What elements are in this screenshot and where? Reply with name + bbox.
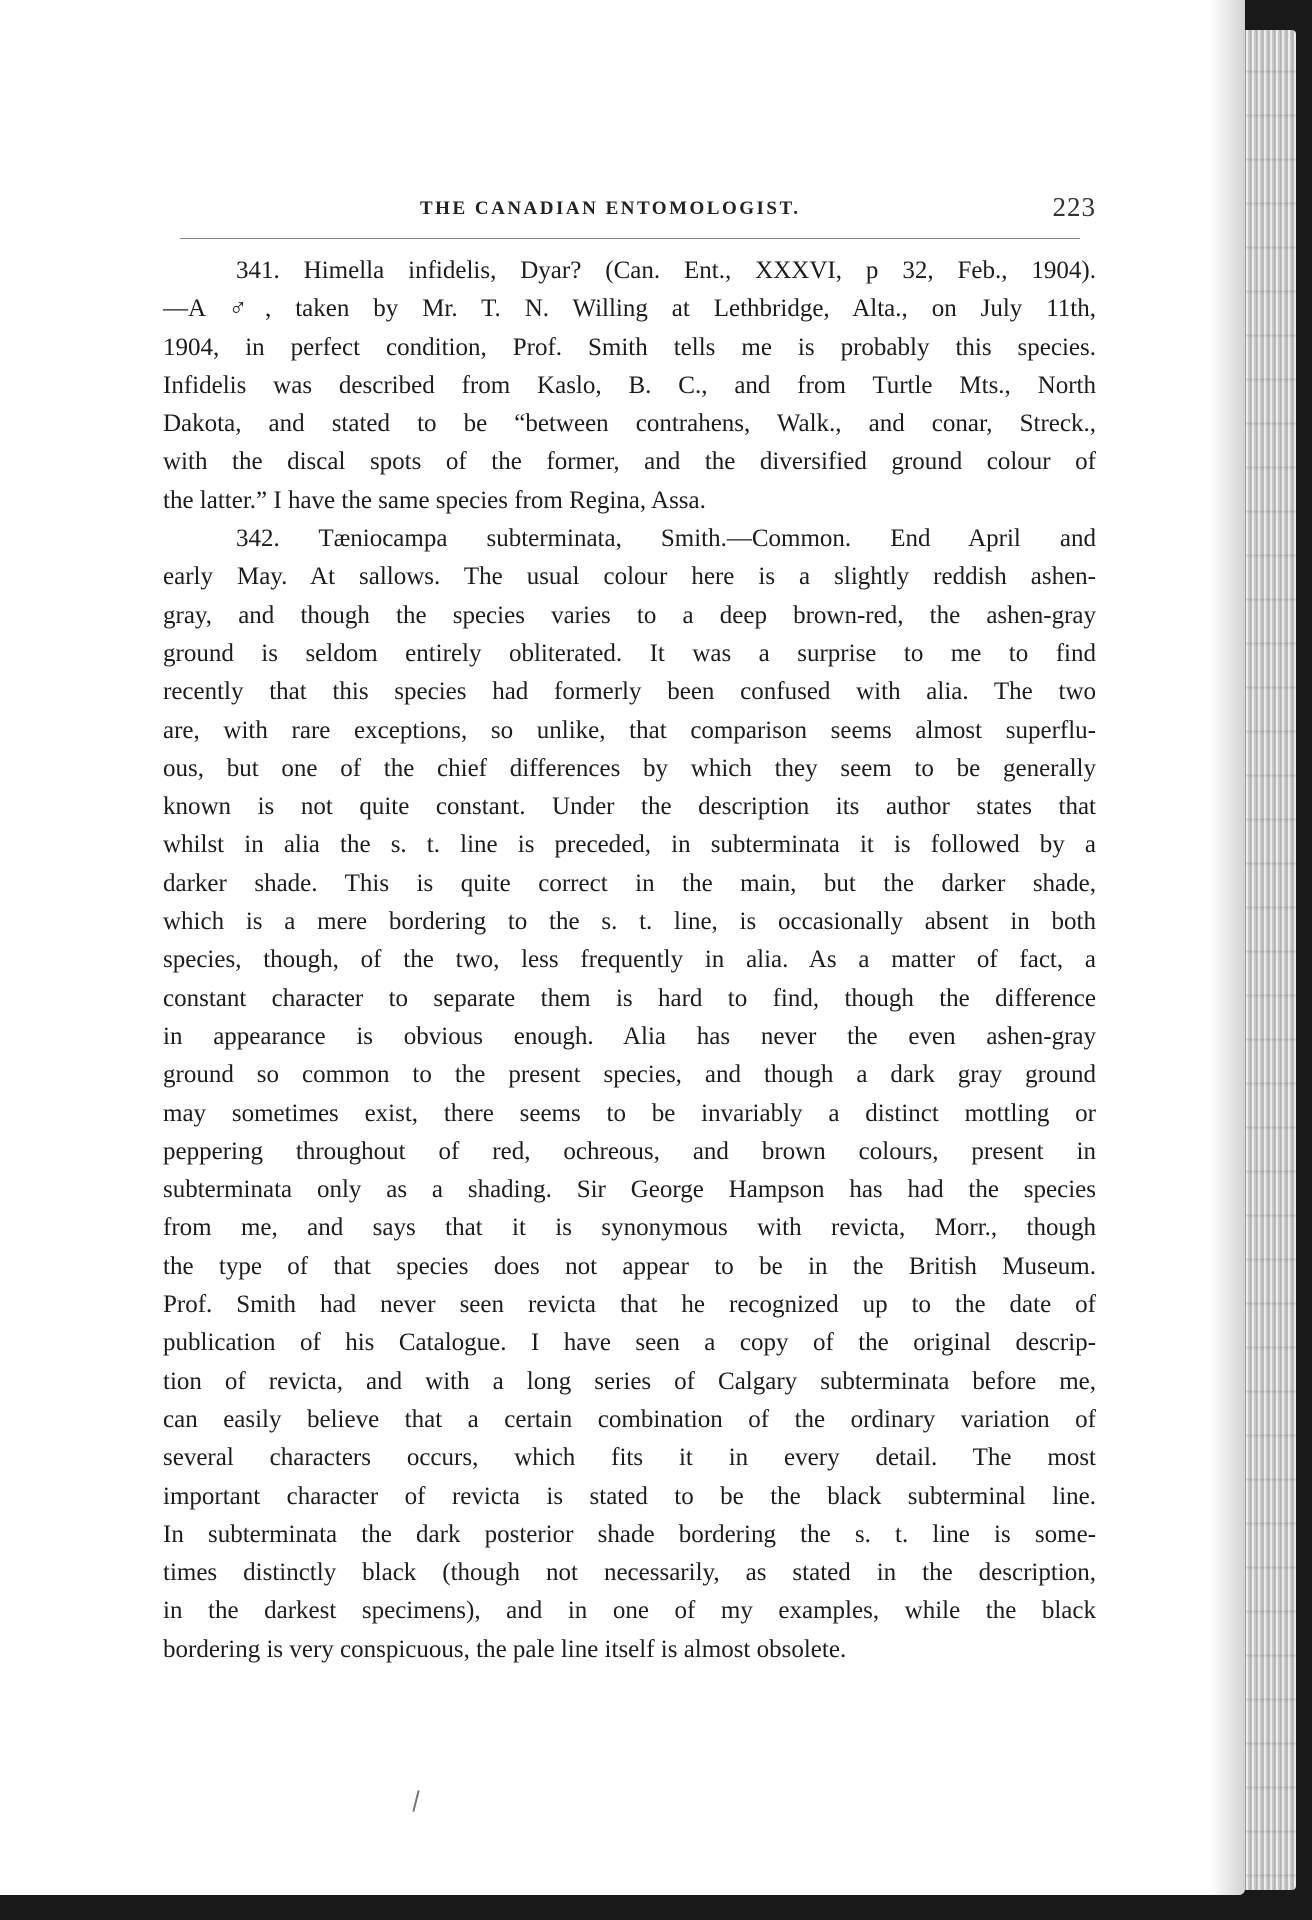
body-text: [163, 252, 1096, 1669]
text-line: 341. Himella infidelis, Dyar? (Can. Ent., XXXVI, p 32, Feb., 1904).: [236, 257, 1096, 284]
text-line: are, with rare exceptions, so unlike, that comparison seems almost superflu-: [163, 716, 1096, 744]
paragraph-341: [163, 252, 1096, 520]
text-line: known is not quite constant. Under the description its author states that: [163, 793, 1096, 821]
text-line: ground is seldom entirely obliterated. It was a surprise to me to find: [163, 639, 1096, 667]
text-line: from me, and says that it is synonymous with revicta, Morr., though: [163, 1214, 1096, 1242]
text-line: early May. At sallows. The usual colour here is a slightly reddish ashen-: [163, 563, 1096, 591]
text-line: may sometimes exist, there seems to be invariably a distinct mottling or: [163, 1099, 1096, 1127]
text-line: in the darkest specimens), and in one of my examples, while the black: [163, 1597, 1096, 1625]
text-line: darker shade. This is quite correct in the main, but the darker shade,: [163, 869, 1096, 897]
text-line: species, though, of the two, less frequently in alia. As a matter of fact, a: [163, 946, 1096, 974]
text-line: whilst in alia the s. t. line is preceded, in subterminata it is followed by a: [163, 831, 1096, 859]
running-head: [180, 192, 1100, 232]
text-line: with the discal spots of the former, and the diversified ground colour of: [163, 448, 1096, 476]
text-line: subterminata only as a shading. Sir George Hampson has had the species: [163, 1176, 1096, 1204]
text-line: publication of his Catalogue. I have seen a copy of the original descrip-: [163, 1329, 1096, 1357]
text-line: gray, and though the species varies to a deep brown-red, the ashen-gray: [163, 601, 1096, 629]
text-line: Dakota, and stated to be “between contrahens, Walk., and conar, Streck.,: [163, 410, 1096, 438]
page-edges: [1240, 30, 1296, 1890]
text-line: —A ♂, taken by Mr. T. N. Willing at Lethbridge, Alta., on July 11th,: [163, 295, 1096, 323]
binding-shadow: [1210, 0, 1246, 1895]
text-line: 1904, in perfect condition, Prof. Smith tells me is probably this species.: [163, 333, 1096, 361]
text-line: the type of that species does not appear to be in the British Museum.: [163, 1252, 1096, 1280]
text-line: Prof. Smith had never seen revicta that he recognized up to the date of: [163, 1291, 1096, 1319]
text-line: ous, but one of the chief differences by which they seem to be generally: [163, 754, 1096, 782]
text-line: important character of revicta is stated to be the black subterminal line.: [163, 1482, 1096, 1510]
text-line: in appearance is obvious enough. Alia has never the even ashen-gray: [163, 1022, 1096, 1050]
text-line: the latter.” I have the same species from Regina, Assa.: [163, 486, 706, 514]
text-line: bordering is very conspicuous, the pale line itself is almost obsolete.: [163, 1635, 847, 1663]
text-line: In subterminata the dark posterior shade bordering the s. t. line is some-: [163, 1520, 1096, 1548]
text-line: times distinctly black (though not necessarily, as stated in the description,: [163, 1559, 1096, 1587]
text-line: several characters occurs, which fits it in every detail. The most: [163, 1444, 1096, 1472]
text-line: recently that this species had formerly been confused with alia. The two: [163, 678, 1096, 706]
text-line: 342. Tæniocampa subterminata, Smith.—Common. End April and: [236, 525, 1096, 553]
text-line: which is a mere bordering to the s. t. line, is occasionally absent in both: [163, 908, 1096, 936]
text-line: ground so common to the present species, and though a dark gray ground: [163, 1061, 1096, 1089]
text-line: can easily believe that a certain combination of the ordinary variation of: [163, 1405, 1096, 1433]
text-line: tion of revicta, and with a long series of Calgary subterminata before me,: [163, 1367, 1096, 1395]
text-line: constant character to separate them is hard to find, though the difference: [163, 984, 1096, 1012]
header-rule: [180, 238, 1080, 239]
running-title: THE CANADIAN ENTOMOLOGIST.: [420, 198, 801, 219]
text-line: Infidelis was described from Kaslo, B. C., and from Turtle Mts., North: [163, 371, 1096, 399]
text-line: peppering throughout of red, ochreous, and brown colours, present in: [163, 1137, 1096, 1165]
paragraph-342: [163, 520, 1096, 1669]
page-number: 223: [1052, 192, 1096, 222]
